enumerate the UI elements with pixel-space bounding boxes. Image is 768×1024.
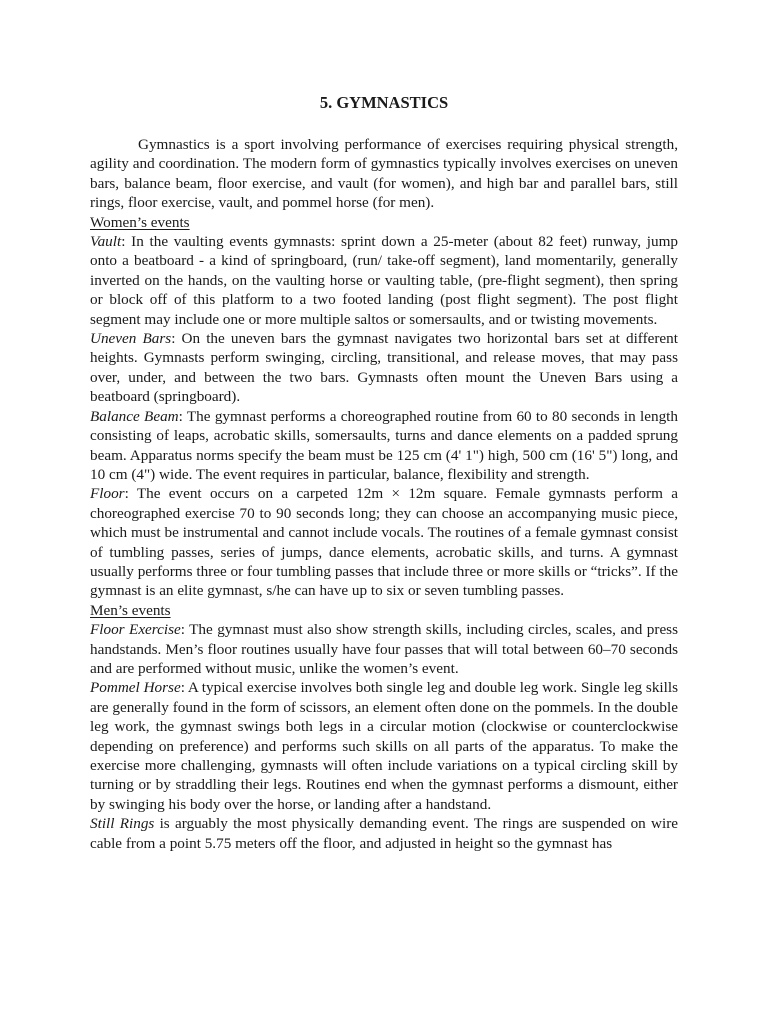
intro-paragraph: Gymnastics is a sport involving performance of exercises requiring physical strength, agility and coordination. The modern form of gymnastics typically involves exercises on uneven bars, balance beam, floor exercise, and vault (for women), and high bar and parallel bars, still rings, floor exercise, vault, and pommel horse (for men).	[90, 136, 678, 212]
still-rings-text: is arguably the most physically demanding event. The rings are suspended on wire cable from a point 5.75 meters off the floor, and adjusted in height so the gymnast has	[90, 815, 678, 852]
still-rings-paragraph	[90, 814, 678, 853]
mens-events-heading: Men’s events	[90, 601, 171, 619]
womens-events-heading: Women’s events	[90, 213, 190, 231]
balance-beam-term: Balance Beam	[90, 407, 179, 425]
vault-paragraph	[90, 232, 678, 329]
balance-beam-text: : The gymnast performs a choreographed routine from 60 to 80 seconds in length consisting of leaps, acrobatic skills, somersaults, turns and dance elements on a padded sprung beam. Apparatus norms specify the beam must be 125 cm (4' 1") high, 500 cm (16' 5") long, and 10 cm (4") wide. The event requires in particular, balance, flexibility and strength.	[90, 407, 678, 483]
floor-paragraph	[90, 484, 678, 600]
floor-exercise-term: Floor Exercise	[90, 621, 181, 639]
floor-term: Floor	[90, 485, 125, 503]
floor-text: : The event occurs on a carpeted 12m × 12m square. Female gymnasts perform a choreographed exercise 70 to 90 seconds long; they can choose an accompanying music piece, which must be instrumental and cannot include vocals. The routines of a female gymnast consist of tumbling passes, series of jumps, dance elements, acrobatic skills, and turns. A gymnast usually performs three or four tumbling passes that include three or more skills or “tricks”. If the gymnast is an elite gymnast, s/he can have up to six or seven tumbling passes.	[90, 485, 678, 600]
floor-exercise-paragraph	[90, 620, 678, 678]
floor-exercise-text: : The gymnast must also show strength skills, including circles, scales, and press handstands. Men’s floor routines usually have four passes that will total between 60–70 seconds and are performed without music, unlike the women’s event.	[90, 621, 679, 677]
still-rings-term: Still Rings	[90, 815, 155, 833]
uneven-bars-text: : On the uneven bars the gymnast navigates two horizontal bars set at different heights. Gymnasts perform swinging, circling, transitional, and release moves, that may pass over, under, and between the two bars. Gymnasts often mount the Uneven Bars using a beatboard (springboard).	[90, 330, 678, 406]
pommel-horse-paragraph	[90, 678, 678, 814]
pommel-horse-text: : A typical exercise involves both single leg and double leg work. Single leg skills are generally found in the form of scissors, an element often done on the pommels. In the double leg work, the gymnast swings both legs in a circular motion (clockwise or counterclockwise depending on preference) and performs such skills on all parts of the apparatus. To make the exercise more challenging, gymnasts will often include variations on a typical circling skill by turning or by straddling their legs. Routines end when the gymnast performs a dismount, either by swinging his body over the horse, or landing after a handstand.	[90, 679, 678, 813]
uneven-bars-paragraph	[90, 329, 678, 407]
uneven-bars-term: Uneven Bars	[90, 330, 172, 348]
balance-beam-paragraph	[90, 407, 678, 485]
pommel-horse-term: Pommel Horse	[90, 679, 181, 697]
vault-term: Vault	[90, 233, 122, 251]
vault-text: : In the vaulting events gymnasts: sprint down a 25-meter (about 82 feet) runway, jump onto a beatboard - a kind of springboard, (run/ take-off segment), land momentarily, generally inverted on the hands, on the vaulting horse or vaulting table, (pre-flight segment), then spring or block off of this platform to a two footed landing (post flight segment). The post flight segment may include one or more multiple saltos or somersaults, and or twisting movements.	[90, 233, 678, 328]
document-page	[90, 92, 678, 853]
page-title: 5. GYMNASTICS	[319, 93, 449, 112]
